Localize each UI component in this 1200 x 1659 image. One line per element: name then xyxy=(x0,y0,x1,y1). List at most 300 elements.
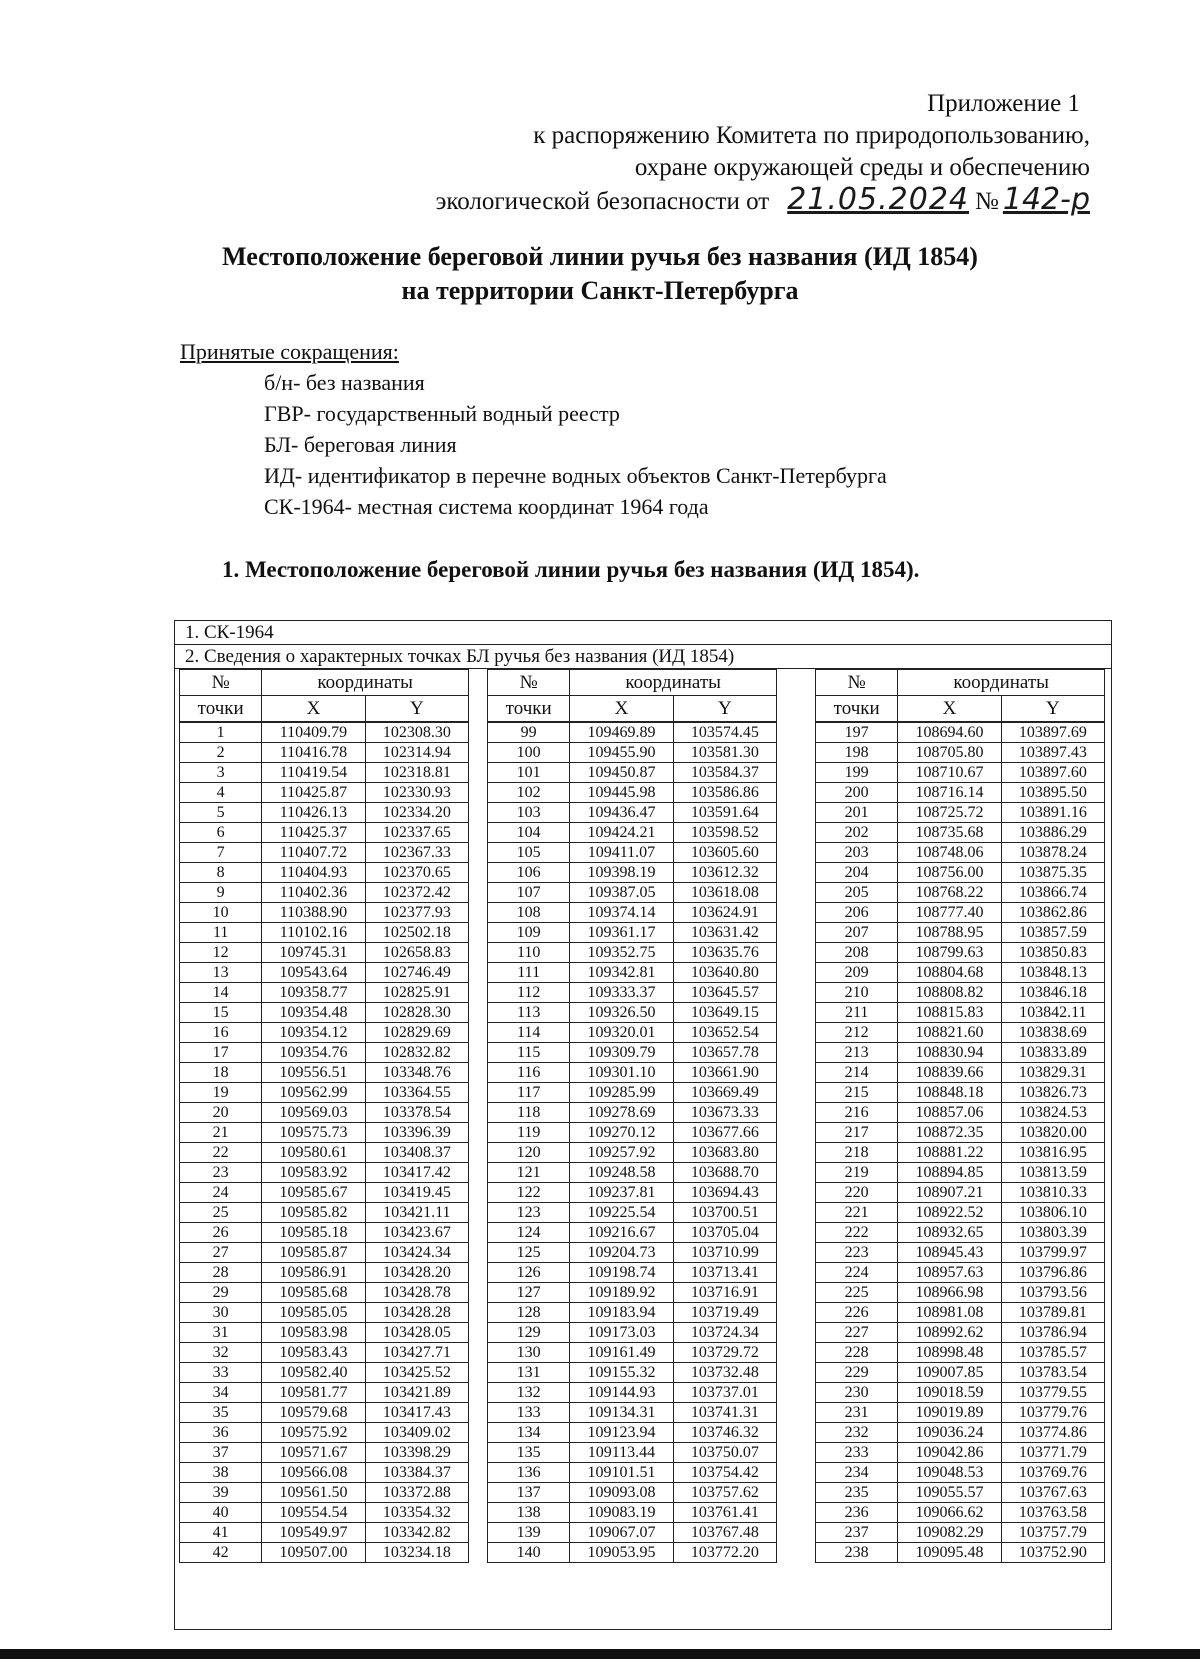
coord-y: 103820.00 xyxy=(1001,1123,1104,1143)
coord-y: 103769.76 xyxy=(1001,1463,1104,1483)
coord-x: 109411.07 xyxy=(570,843,673,863)
table-row xyxy=(180,1043,469,1063)
coord-y: 102825.91 xyxy=(365,983,468,1003)
coord-y: 103897.69 xyxy=(1001,722,1104,743)
coord-x: 109019.89 xyxy=(898,1403,1001,1423)
table-row xyxy=(488,1323,777,1343)
coord-y: 103806.10 xyxy=(1001,1203,1104,1223)
point-number: 34 xyxy=(180,1383,262,1403)
coord-y: 102318.81 xyxy=(365,763,468,783)
table-row xyxy=(816,1503,1105,1523)
appendix-line-1: Приложение 1 xyxy=(927,90,1080,117)
coord-y: 103584.37 xyxy=(673,763,776,783)
point-number: 133 xyxy=(488,1403,570,1423)
coord-y: 103378.54 xyxy=(365,1103,468,1123)
table-row xyxy=(816,1423,1105,1443)
coord-x: 108922.52 xyxy=(898,1203,1001,1223)
coord-x: 109155.32 xyxy=(570,1363,673,1383)
table-row xyxy=(180,722,469,743)
table-row xyxy=(180,763,469,783)
header-point: точки xyxy=(488,696,570,723)
coord-x: 108981.08 xyxy=(898,1303,1001,1323)
coord-y: 103624.91 xyxy=(673,903,776,923)
coord-x: 108839.66 xyxy=(898,1063,1001,1083)
header-no: № xyxy=(488,670,570,696)
coord-x: 108857.06 xyxy=(898,1103,1001,1123)
coord-x: 109585.67 xyxy=(262,1183,365,1203)
table-row xyxy=(180,863,469,883)
table-row xyxy=(816,743,1105,763)
point-number: 130 xyxy=(488,1343,570,1363)
table-row-system: 1. СК-1964 xyxy=(175,621,1111,645)
point-number: 222 xyxy=(816,1223,898,1243)
point-number: 214 xyxy=(816,1063,898,1083)
point-number: 13 xyxy=(180,963,262,983)
abbreviation-item: ГВР- государственный водный реестр xyxy=(264,401,620,426)
coord-y: 102314.94 xyxy=(365,743,468,763)
table-row xyxy=(488,1063,777,1083)
coord-x: 109095.48 xyxy=(898,1543,1001,1563)
coord-x: 109374.14 xyxy=(570,903,673,923)
table-row xyxy=(488,923,777,943)
point-number: 235 xyxy=(816,1483,898,1503)
coord-y: 103417.43 xyxy=(365,1403,468,1423)
coord-x: 109007.85 xyxy=(898,1363,1001,1383)
coord-x: 108998.48 xyxy=(898,1343,1001,1363)
point-number: 24 xyxy=(180,1183,262,1203)
coord-y: 103886.29 xyxy=(1001,823,1104,843)
point-number: 15 xyxy=(180,1003,262,1023)
point-number: 139 xyxy=(488,1523,570,1543)
header-coords: координаты xyxy=(262,670,469,696)
document-title xyxy=(0,240,1200,308)
point-number: 37 xyxy=(180,1443,262,1463)
point-number: 103 xyxy=(488,803,570,823)
coord-y: 103848.13 xyxy=(1001,963,1104,983)
coord-x: 109569.03 xyxy=(262,1103,365,1123)
coord-x: 108716.14 xyxy=(898,783,1001,803)
coord-y: 103669.49 xyxy=(673,1083,776,1103)
coord-x: 109204.73 xyxy=(570,1243,673,1263)
coord-y: 103767.48 xyxy=(673,1523,776,1543)
coord-x: 109436.47 xyxy=(570,803,673,823)
handwritten-number: 142-р xyxy=(1002,182,1090,217)
table-row xyxy=(816,883,1105,903)
table-row xyxy=(816,1443,1105,1463)
coord-y: 103866.74 xyxy=(1001,883,1104,903)
coord-y: 103897.60 xyxy=(1001,763,1104,783)
coord-x: 109018.59 xyxy=(898,1383,1001,1403)
coord-y: 103833.89 xyxy=(1001,1043,1104,1063)
coord-x: 108907.21 xyxy=(898,1183,1001,1203)
point-number: 232 xyxy=(816,1423,898,1443)
coord-y: 103688.70 xyxy=(673,1163,776,1183)
coord-subtable xyxy=(487,669,777,1563)
coord-y: 102367.33 xyxy=(365,843,468,863)
table-row xyxy=(816,1143,1105,1163)
coord-y: 103785.57 xyxy=(1001,1343,1104,1363)
table-row xyxy=(816,1083,1105,1103)
table-row xyxy=(180,823,469,843)
point-number: 229 xyxy=(816,1363,898,1383)
coord-x: 109248.58 xyxy=(570,1163,673,1183)
coord-y: 103396.39 xyxy=(365,1123,468,1143)
coord-x: 109161.49 xyxy=(570,1343,673,1363)
point-number: 125 xyxy=(488,1243,570,1263)
title-line-1: Местоположение береговой линии ручья без названия (ИД 1854) xyxy=(222,242,978,271)
coord-x: 109582.40 xyxy=(262,1363,365,1383)
table-row xyxy=(180,883,469,903)
coord-y: 103631.42 xyxy=(673,923,776,943)
table-row xyxy=(180,1483,469,1503)
coord-subtable xyxy=(179,669,469,1563)
table-row xyxy=(488,1283,777,1303)
coord-x: 109257.92 xyxy=(570,1143,673,1163)
table-row xyxy=(488,903,777,923)
table-row xyxy=(816,803,1105,823)
table-row xyxy=(180,1183,469,1203)
point-number: 25 xyxy=(180,1203,262,1223)
coord-x: 109301.10 xyxy=(570,1063,673,1083)
point-number: 7 xyxy=(180,843,262,863)
table-row xyxy=(180,1423,469,1443)
table-row xyxy=(180,1163,469,1183)
coord-x: 109585.05 xyxy=(262,1303,365,1323)
coord-y: 102746.49 xyxy=(365,963,468,983)
coord-x: 109320.01 xyxy=(570,1023,673,1043)
point-number: 122 xyxy=(488,1183,570,1203)
coord-y: 103761.41 xyxy=(673,1503,776,1523)
table-row xyxy=(180,1503,469,1523)
point-number: 228 xyxy=(816,1343,898,1363)
coord-y: 103750.07 xyxy=(673,1443,776,1463)
point-number: 123 xyxy=(488,1203,570,1223)
point-number: 111 xyxy=(488,963,570,983)
coord-y: 103398.29 xyxy=(365,1443,468,1463)
point-number: 218 xyxy=(816,1143,898,1163)
point-number: 121 xyxy=(488,1163,570,1183)
coord-y: 103713.41 xyxy=(673,1263,776,1283)
table-row xyxy=(816,1363,1105,1383)
point-number: 105 xyxy=(488,843,570,863)
point-number: 209 xyxy=(816,963,898,983)
point-number: 1 xyxy=(180,722,262,743)
abbreviation-item: ИД- идентификатор в перечне водных объектов Санкт-Петербурга xyxy=(264,463,887,488)
point-number: 36 xyxy=(180,1423,262,1443)
coord-y: 103737.01 xyxy=(673,1383,776,1403)
table-row xyxy=(816,763,1105,783)
table-row xyxy=(180,1123,469,1143)
point-number: 207 xyxy=(816,923,898,943)
coord-x: 109580.61 xyxy=(262,1143,365,1163)
table-row xyxy=(488,1103,777,1123)
coord-subtable xyxy=(815,669,1105,1563)
coord-y: 103754.42 xyxy=(673,1463,776,1483)
coord-x: 109225.54 xyxy=(570,1203,673,1223)
coord-y: 103796.86 xyxy=(1001,1263,1104,1283)
point-number: 205 xyxy=(816,883,898,903)
coord-y: 103234.18 xyxy=(365,1543,468,1563)
table-row xyxy=(816,1543,1105,1563)
coord-y: 103786.94 xyxy=(1001,1323,1104,1343)
point-number: 203 xyxy=(816,843,898,863)
table-row xyxy=(180,803,469,823)
point-number: 109 xyxy=(488,923,570,943)
table-row xyxy=(816,963,1105,983)
point-number: 112 xyxy=(488,983,570,1003)
point-number: 14 xyxy=(180,983,262,1003)
coord-y: 103824.53 xyxy=(1001,1103,1104,1123)
point-number: 208 xyxy=(816,943,898,963)
coord-y: 103417.42 xyxy=(365,1163,468,1183)
coord-y: 103741.31 xyxy=(673,1403,776,1423)
table-row xyxy=(816,1343,1105,1363)
coord-x: 110426.13 xyxy=(262,803,365,823)
point-number: 215 xyxy=(816,1083,898,1103)
table-row xyxy=(488,1383,777,1403)
coord-y: 103683.80 xyxy=(673,1143,776,1163)
coord-y: 103789.81 xyxy=(1001,1303,1104,1323)
coord-x: 109583.92 xyxy=(262,1163,365,1183)
header-point: точки xyxy=(180,696,262,723)
coord-x: 109066.62 xyxy=(898,1503,1001,1523)
coord-x: 109585.18 xyxy=(262,1223,365,1243)
coord-y: 103757.79 xyxy=(1001,1523,1104,1543)
coord-x: 109585.68 xyxy=(262,1283,365,1303)
point-number: 42 xyxy=(180,1543,262,1563)
table-row xyxy=(816,1403,1105,1423)
point-number: 9 xyxy=(180,883,262,903)
coord-x: 109579.68 xyxy=(262,1403,365,1423)
coord-y: 103673.33 xyxy=(673,1103,776,1123)
coord-y: 102308.30 xyxy=(365,722,468,743)
scan-edge-bar xyxy=(0,1649,1200,1659)
coord-x: 109581.77 xyxy=(262,1383,365,1403)
coord-y: 103857.59 xyxy=(1001,923,1104,943)
point-number: 3 xyxy=(180,763,262,783)
abbreviations-block xyxy=(180,336,887,522)
coord-x: 109173.03 xyxy=(570,1323,673,1343)
point-number: 116 xyxy=(488,1063,570,1083)
point-number: 4 xyxy=(180,783,262,803)
coord-y: 103772.20 xyxy=(673,1543,776,1563)
table-row xyxy=(488,1423,777,1443)
table-row xyxy=(816,1163,1105,1183)
table-row xyxy=(488,1243,777,1263)
table-row xyxy=(816,783,1105,803)
table-row xyxy=(816,1223,1105,1243)
coord-y: 103724.34 xyxy=(673,1323,776,1343)
table-row xyxy=(180,1463,469,1483)
appendix-header xyxy=(436,88,1090,218)
table-row xyxy=(816,1463,1105,1483)
table-row xyxy=(180,1303,469,1323)
coord-y: 103826.73 xyxy=(1001,1083,1104,1103)
number-label: № xyxy=(975,188,999,215)
table-row xyxy=(816,943,1105,963)
point-number: 113 xyxy=(488,1003,570,1023)
coord-x: 108710.67 xyxy=(898,763,1001,783)
coord-y: 103719.49 xyxy=(673,1303,776,1323)
coord-x: 109237.81 xyxy=(570,1183,673,1203)
coord-x: 109571.67 xyxy=(262,1443,365,1463)
section-title: 1. Местоположение береговой линии ручья без названия (ИД 1854). xyxy=(222,557,920,582)
point-number: 202 xyxy=(816,823,898,843)
coord-x: 110419.54 xyxy=(262,763,365,783)
coord-x: 109101.51 xyxy=(570,1463,673,1483)
point-number: 33 xyxy=(180,1363,262,1383)
point-number: 2 xyxy=(180,743,262,763)
point-number: 127 xyxy=(488,1283,570,1303)
table-row xyxy=(816,1003,1105,1023)
coord-x: 108799.63 xyxy=(898,943,1001,963)
point-number: 101 xyxy=(488,763,570,783)
table-row xyxy=(488,1343,777,1363)
table-row xyxy=(488,763,777,783)
coord-y: 102502.18 xyxy=(365,923,468,943)
table-row-description: 2. Сведения о характерных точках БЛ ручья без названия (ИД 1854) xyxy=(175,645,1111,669)
coord-x: 109144.93 xyxy=(570,1383,673,1403)
coord-y: 103342.82 xyxy=(365,1523,468,1543)
coord-x: 108735.68 xyxy=(898,823,1001,843)
coord-x: 109134.31 xyxy=(570,1403,673,1423)
coord-x: 108815.83 xyxy=(898,1003,1001,1023)
coord-y: 103423.67 xyxy=(365,1223,468,1243)
coord-x: 109036.24 xyxy=(898,1423,1001,1443)
table-row xyxy=(816,1123,1105,1143)
coord-y: 103645.57 xyxy=(673,983,776,1003)
table-row xyxy=(180,1403,469,1423)
table-row xyxy=(816,843,1105,863)
coord-x: 109585.82 xyxy=(262,1203,365,1223)
point-number: 220 xyxy=(816,1183,898,1203)
coord-y: 103846.18 xyxy=(1001,983,1104,1003)
table-row xyxy=(488,1483,777,1503)
table-row xyxy=(488,1183,777,1203)
coord-x: 109358.77 xyxy=(262,983,365,1003)
table-row xyxy=(488,883,777,903)
point-number: 16 xyxy=(180,1023,262,1043)
coord-y: 103767.63 xyxy=(1001,1483,1104,1503)
point-number: 8 xyxy=(180,863,262,883)
coord-column-1 xyxy=(179,669,469,1563)
coord-x: 109585.87 xyxy=(262,1243,365,1263)
coord-y: 102832.82 xyxy=(365,1043,468,1063)
coord-x: 109093.08 xyxy=(570,1483,673,1503)
point-number: 223 xyxy=(816,1243,898,1263)
coord-x: 109387.05 xyxy=(570,883,673,903)
coord-x: 109745.31 xyxy=(262,943,365,963)
coord-y: 103348.76 xyxy=(365,1063,468,1083)
coord-x: 109549.97 xyxy=(262,1523,365,1543)
table-row xyxy=(816,1103,1105,1123)
point-number: 225 xyxy=(816,1283,898,1303)
point-number: 132 xyxy=(488,1383,570,1403)
table-row xyxy=(180,1003,469,1023)
point-number: 231 xyxy=(816,1403,898,1423)
point-number: 131 xyxy=(488,1363,570,1383)
coord-y: 103779.55 xyxy=(1001,1383,1104,1403)
coord-y: 103771.79 xyxy=(1001,1443,1104,1463)
coord-y: 103710.99 xyxy=(673,1243,776,1263)
table-row xyxy=(180,843,469,863)
coord-y: 103427.71 xyxy=(365,1343,468,1363)
coord-y: 103635.76 xyxy=(673,943,776,963)
point-number: 6 xyxy=(180,823,262,843)
point-number: 216 xyxy=(816,1103,898,1123)
point-number: 197 xyxy=(816,722,898,743)
point-number: 29 xyxy=(180,1283,262,1303)
coord-y: 103677.66 xyxy=(673,1123,776,1143)
point-number: 204 xyxy=(816,863,898,883)
table-row xyxy=(180,1203,469,1223)
coord-x: 109543.64 xyxy=(262,963,365,983)
point-number: 28 xyxy=(180,1263,262,1283)
point-number: 224 xyxy=(816,1263,898,1283)
point-number: 138 xyxy=(488,1503,570,1523)
table-row xyxy=(180,1243,469,1263)
coord-x: 109583.43 xyxy=(262,1343,365,1363)
point-number: 30 xyxy=(180,1303,262,1323)
abbreviations-heading: Принятые сокращения: xyxy=(180,339,399,364)
title-line-2: на территории Санкт-Петербурга xyxy=(401,276,799,305)
coord-x: 109561.50 xyxy=(262,1483,365,1503)
point-number: 110 xyxy=(488,943,570,963)
table-row xyxy=(488,1143,777,1163)
coord-y: 103803.39 xyxy=(1001,1223,1104,1243)
coord-x: 108808.82 xyxy=(898,983,1001,1003)
point-number: 107 xyxy=(488,883,570,903)
table-row xyxy=(180,743,469,763)
table-row xyxy=(180,963,469,983)
coord-x: 109424.21 xyxy=(570,823,673,843)
table-row xyxy=(180,1363,469,1383)
coord-y: 103586.86 xyxy=(673,783,776,803)
coord-y: 103891.16 xyxy=(1001,803,1104,823)
coord-y: 102337.65 xyxy=(365,823,468,843)
coord-x: 108957.63 xyxy=(898,1263,1001,1283)
table-row xyxy=(816,903,1105,923)
coord-y: 103895.50 xyxy=(1001,783,1104,803)
coord-y: 103409.02 xyxy=(365,1423,468,1443)
coord-y: 103428.28 xyxy=(365,1303,468,1323)
coord-x: 108694.60 xyxy=(898,722,1001,743)
coord-y: 103838.69 xyxy=(1001,1023,1104,1043)
table-row xyxy=(488,1303,777,1323)
table-row xyxy=(488,1523,777,1543)
table-row xyxy=(488,843,777,863)
point-number: 10 xyxy=(180,903,262,923)
point-number: 213 xyxy=(816,1043,898,1063)
coord-x: 110404.93 xyxy=(262,863,365,883)
coord-y: 103612.32 xyxy=(673,863,776,883)
table-row xyxy=(180,1223,469,1243)
coord-y: 102377.93 xyxy=(365,903,468,923)
coord-y: 103428.78 xyxy=(365,1283,468,1303)
coord-y: 103862.86 xyxy=(1001,903,1104,923)
coord-x: 110102.16 xyxy=(262,923,365,943)
point-number: 233 xyxy=(816,1443,898,1463)
coord-x: 109183.94 xyxy=(570,1303,673,1323)
coord-y: 103408.37 xyxy=(365,1143,468,1163)
coord-y: 103574.45 xyxy=(673,722,776,743)
header-no: № xyxy=(816,670,898,696)
point-number: 12 xyxy=(180,943,262,963)
table-row xyxy=(816,1023,1105,1043)
coord-y: 103878.24 xyxy=(1001,843,1104,863)
table-row xyxy=(488,823,777,843)
coord-x: 109198.74 xyxy=(570,1263,673,1283)
